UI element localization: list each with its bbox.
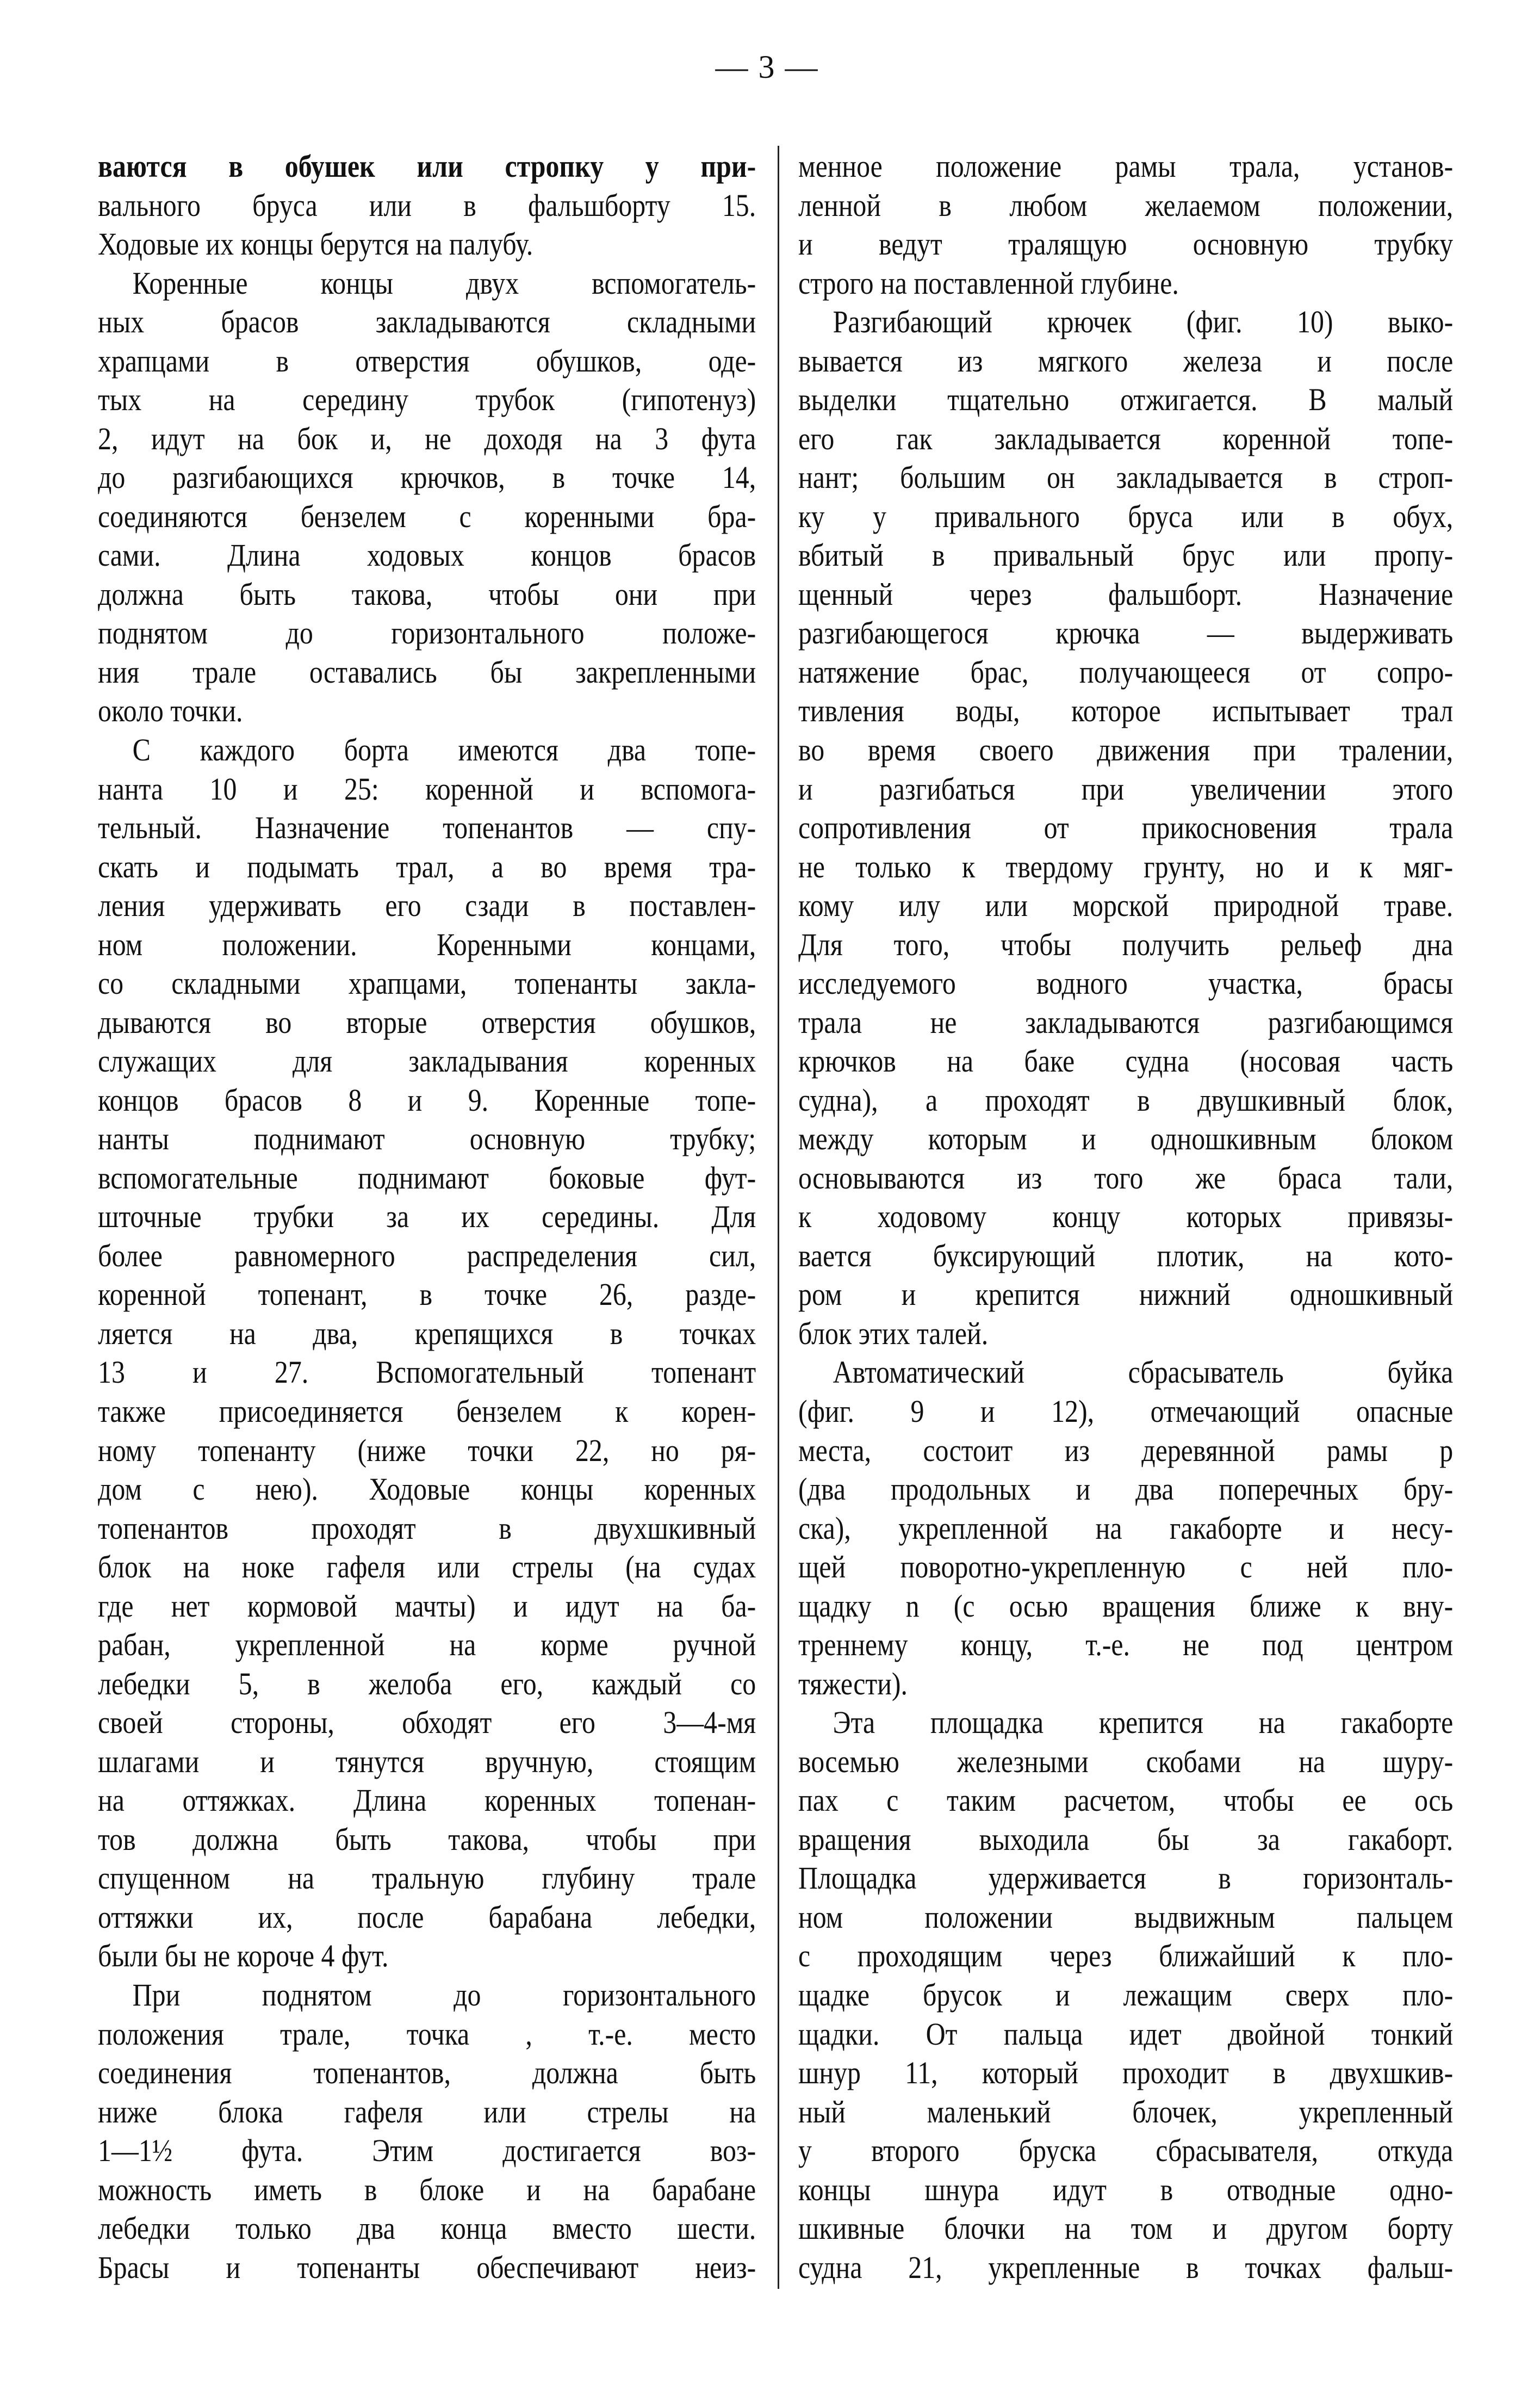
text-line: соединения топенантов, должна быть <box>98 2055 756 2091</box>
text-line: ному топенанту (ниже точки 22, но ря- <box>98 1432 756 1468</box>
text-line: нанта 10 и 25: коренной и вспомога- <box>98 771 756 807</box>
text-line: Ходовые их концы берутся на палубу. <box>98 226 533 262</box>
text-line: более равномерного распределения сил, <box>98 1237 756 1273</box>
text-line: вывается из мягкого железа и после <box>798 343 1454 379</box>
text-line: спущенном на тральную глубину трале <box>98 1860 756 1896</box>
text-line: концов брасов 8 и 9. Коренные топе- <box>98 1082 756 1118</box>
text-line: тяжести). <box>798 1666 908 1701</box>
text-line: к ходовому концу которых привязы- <box>798 1199 1454 1235</box>
text-line: были бы не короче 4 фут. <box>98 1938 389 1974</box>
text-line: Эта площадка крепится на гакаборте <box>833 1705 1454 1741</box>
text-line: трала не закладываются разгибающимся <box>798 1004 1454 1040</box>
text-line: Разгибающий крючек (фиг. 10) выко- <box>833 304 1454 340</box>
text-line: и разгибаться при увеличении этого <box>798 771 1454 807</box>
text-line: ном положении выдвижным пальцем <box>798 1899 1454 1935</box>
text-line: ку у привального бруса или в обух, <box>798 498 1454 534</box>
page-number: — 3 — <box>715 49 819 85</box>
text-line: шлагами и тянутся вручную, стоящим <box>98 1743 756 1779</box>
text-line: ска), укрепленной на гакаборте и несу- <box>798 1510 1454 1546</box>
text-line: исследуемого водного участка, брасы <box>798 965 1454 1001</box>
text-line: ниже блока гафеля или стрелы на <box>98 2094 756 2130</box>
text-line: рабан, укрепленной на корме ручной <box>98 1627 756 1663</box>
text-line: тивления воды, которое испытывает трал <box>798 693 1454 729</box>
text-line: ном положении. Коренными концами, <box>98 926 756 962</box>
text-line: щей поворотно-укрепленную с ней пло- <box>798 1549 1454 1585</box>
text-line: ленной в любом желаемом положении, <box>798 187 1454 223</box>
text-line: Автоматический сбрасыватель буйка <box>833 1354 1454 1390</box>
text-line: дом с нею). Ходовые концы коренных <box>98 1471 756 1507</box>
text-line: около точки. <box>98 693 243 729</box>
text-line: оттяжки их, после барабана лебедки, <box>98 1899 756 1935</box>
text-line: блок этих талей. <box>798 1315 989 1351</box>
text-line: своей стороны, обходят его 3—4-мя <box>98 1705 756 1741</box>
text-line: коренной топенант, в точке 26, разде- <box>98 1277 756 1313</box>
text-line: сопротивления от прикосновения трала <box>798 810 1454 846</box>
text-line: щадки. От пальца идет двойной тонкий <box>798 2016 1454 2052</box>
text-line: крючков на баке судна (носовая часть <box>798 1043 1454 1079</box>
text-line: до разгибающихся крючков, в точке 14, <box>98 460 756 496</box>
text-line: вбитый в привальный брус или пропу- <box>798 537 1454 573</box>
text-line: на оттяжках. Длина коренных топенан- <box>98 1782 756 1818</box>
text-line: 2, идут на бок и, не доходя на 3 фута <box>98 420 756 456</box>
column-divider <box>778 146 779 2289</box>
text-line: ляется на два, крепящихся в точках <box>98 1315 756 1351</box>
text-line: вращения выходила бы за гакаборт. <box>798 1821 1454 1857</box>
text-line: тельный. Назначение топенантов — спу- <box>98 810 756 846</box>
text-line: Коренные концы двух вспомогатель- <box>132 265 756 301</box>
text-line: поднятом до горизонтального положе- <box>98 615 756 651</box>
text-line: должна быть такова, чтобы они при <box>98 576 756 612</box>
text-line: дываются во вторые отверстия обушков, <box>98 1004 756 1040</box>
text-line: где нет кормовой мачты) и идут на ба- <box>98 1588 756 1624</box>
text-line: лебедки только два конца вместо шести. <box>98 2211 756 2246</box>
column-left <box>98 147 756 2287</box>
text-line: кому илу или морской природной траве. <box>798 888 1454 924</box>
text-line: шточные трубки за их середины. Для <box>98 1199 756 1235</box>
text-line: не только к твердому грунту, но и к мяг- <box>798 849 1454 884</box>
text-line: судна 21, укрепленные в точках фальш- <box>798 2249 1454 2285</box>
text-line: ления удерживать его сзади в поставлен- <box>98 888 756 924</box>
text-line: ных брасов закладываются складными <box>98 304 756 340</box>
text-line: и ведут тралящую основную трубку <box>798 226 1454 262</box>
text-line: При поднятом до горизонтального <box>132 1977 756 2013</box>
text-line: (два продольных и два поперечных бру- <box>798 1471 1454 1507</box>
text-line: лебедки 5, в желоба его, каждый со <box>98 1666 756 1701</box>
text-line: ваются в обушек или стропку у при- <box>98 148 756 184</box>
text-line: шкивные блочки на том и другом борту <box>798 2211 1454 2246</box>
text-line: скать и подымать трал, а во время тра- <box>98 849 756 884</box>
text-line: можность иметь в блоке и на барабане <box>98 2171 756 2207</box>
text-line: Для того, чтобы получить рельеф дна <box>798 926 1454 962</box>
text-line: ром и крепится нижний одношкивный <box>798 1277 1454 1313</box>
text-line: С каждого борта имеются два топе- <box>132 732 756 767</box>
text-line: основываются из того же браса тали, <box>798 1160 1454 1196</box>
text-line: шнур 11, который проходит в двухшкив- <box>798 2055 1454 2091</box>
text-line: 1—1½ фута. Этим достигается воз- <box>98 2133 756 2169</box>
text-line: тов должна быть такова, чтобы при <box>98 1821 756 1857</box>
text-line: его гак закладывается коренной топе- <box>798 420 1454 456</box>
text-line: Брасы и топенанты обеспечивают неиз- <box>98 2249 756 2285</box>
text-line: вается буксирующий плотик, на кото- <box>798 1237 1454 1273</box>
text-line: положения трале, точка , т.-е. место <box>98 2016 756 2052</box>
text-line: служащих для закладывания коренных <box>98 1043 756 1079</box>
text-line: вального бруса или в фальшборту 15. <box>98 187 756 223</box>
text-line: ный маленький блочек, укрепленный <box>798 2094 1454 2130</box>
text-line: с проходящим через ближайший к пло- <box>798 1938 1454 1974</box>
text-line: 13 и 27. Вспомогательный топенант <box>98 1354 756 1390</box>
text-line: тых на середину трубок (гипотенуз) <box>98 382 756 418</box>
text-line: соединяются бензелем с коренными бра- <box>98 498 756 534</box>
text-line: места, состоит из деревянной рамы p <box>798 1432 1454 1468</box>
text-line: (фиг. 9 и 12), отмечающий опасные <box>798 1394 1454 1429</box>
text-line: натяжение брас, получающееся от сопро- <box>798 654 1454 690</box>
text-line: восемью железными скобами на шуру- <box>798 1743 1454 1779</box>
text-line: щадке брусок и лежащим сверх пло- <box>798 1977 1454 2013</box>
text-line: пах с таким расчетом, чтобы ее ось <box>798 1782 1454 1818</box>
text-line: менное положение рамы трала, установ- <box>798 148 1454 184</box>
text-line: судна), а проходят в двушкивный блок, <box>798 1082 1454 1118</box>
text-line: Площадка удерживается в горизонталь- <box>798 1860 1454 1896</box>
text-line: щадку n (с осью вращения ближе к вну- <box>798 1588 1454 1624</box>
text-line: топенантов проходят в двухшкивный <box>98 1510 756 1546</box>
text-line: у второго бруска сбрасывателя, откуда <box>798 2133 1454 2169</box>
text-line: концы шнура идут в отводные одно- <box>798 2171 1454 2207</box>
text-line: между которым и одношкивным блоком <box>798 1121 1454 1157</box>
text-line: ния трале оставались бы закрепленными <box>98 654 756 690</box>
text-line: строго на поставленной глубине. <box>798 265 1179 301</box>
text-line: также присоединяется бензелем к корен- <box>98 1394 756 1429</box>
text-line: нант; большим он закладывается в строп- <box>798 460 1454 496</box>
text-line: нанты поднимают основную трубку; <box>98 1121 756 1157</box>
text-line: щенный через фальшборт. Назначение <box>798 576 1454 612</box>
text-line: сами. Длина ходовых концов брасов <box>98 537 756 573</box>
text-line: выделки тщательно отжигается. В малый <box>798 382 1454 418</box>
text-line: храпцами в отверстия обушков, оде- <box>98 343 756 379</box>
text-line: блок на ноке гафеля или стрелы (на судах <box>98 1549 756 1585</box>
text-line: во время своего движения при тралении, <box>798 732 1454 767</box>
text-line: со складными храпцами, топенанты закла- <box>98 965 756 1001</box>
text-line: вспомогательные поднимают боковые фут- <box>98 1160 756 1196</box>
text-line: разгибающегося крючка — выдерживать <box>798 615 1454 651</box>
column-right <box>798 147 1453 2287</box>
text-line: треннему концу, т.-е. не под центром <box>798 1627 1454 1663</box>
